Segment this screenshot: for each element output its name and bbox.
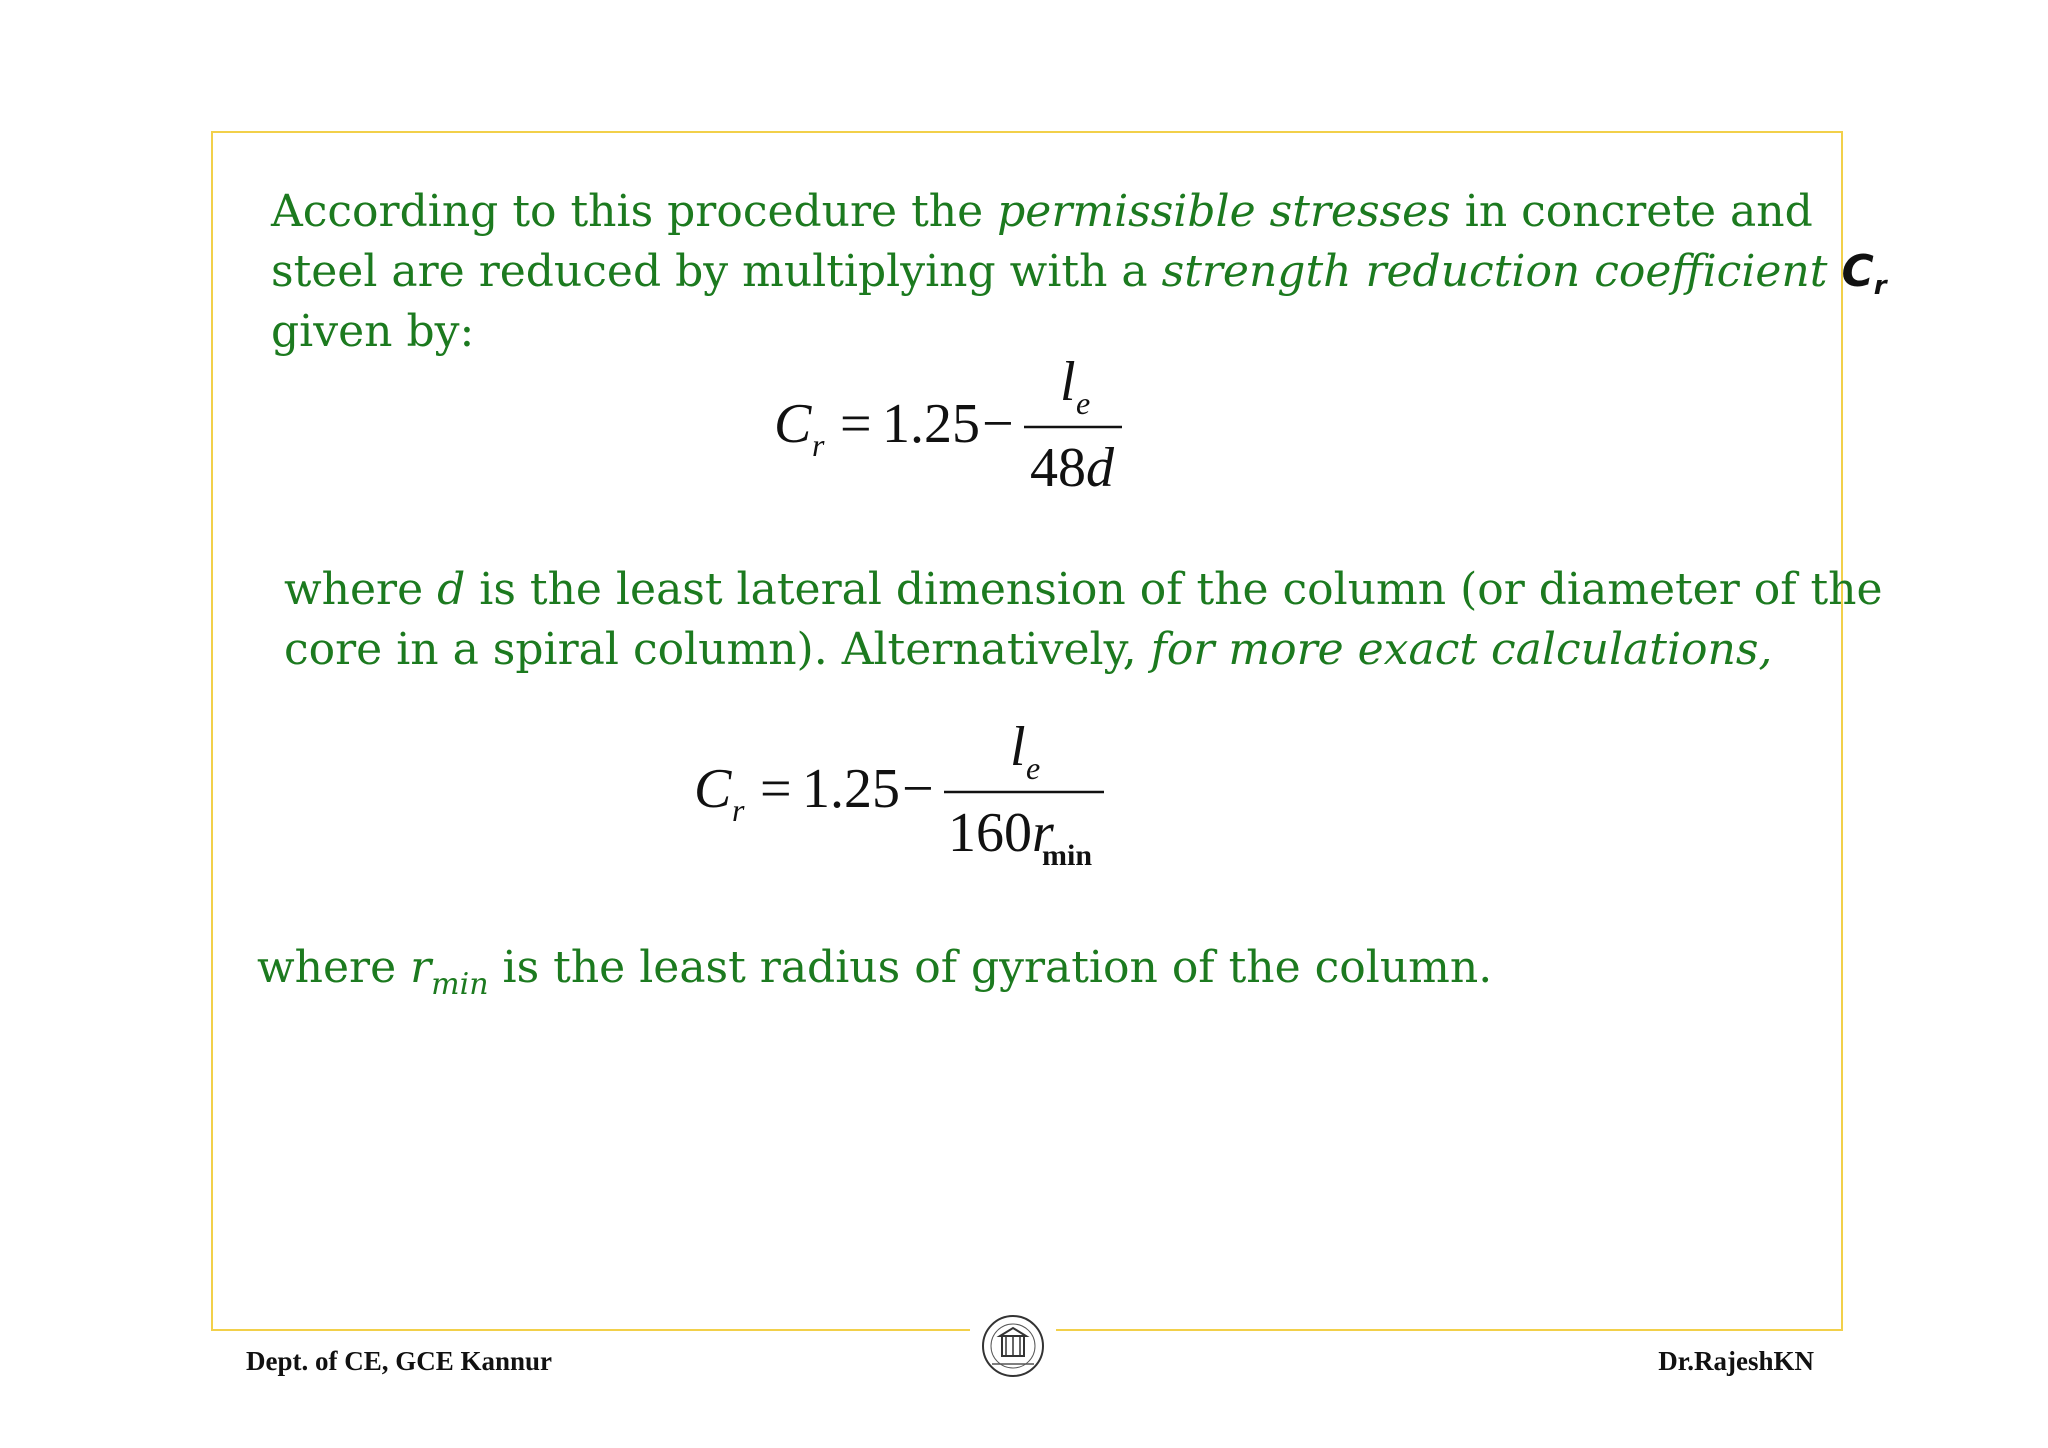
eq2-minus: − — [902, 758, 934, 820]
text-fragment: core in a spiral column). Alternatively, — [284, 624, 1151, 675]
eq1-minus: − — [982, 393, 1014, 455]
equation-1 — [760, 350, 1140, 500]
eq2-constant: 1.25 — [802, 758, 900, 820]
paragraph-3 — [257, 938, 1492, 1015]
eq2-num-symbol: l — [1010, 716, 1026, 778]
paragraph-1-line-1 — [271, 182, 1813, 242]
eq1-num-sub: e — [1076, 385, 1091, 421]
eq2-equals: = — [760, 758, 792, 820]
eq1-equals: = — [840, 393, 872, 455]
emphasis-strength-reduction-coefficient: strength reduction coefficient — [1161, 246, 1828, 297]
paragraph-2-line-1 — [284, 560, 1883, 620]
paragraph-2-line-2 — [284, 620, 1772, 680]
eq1-lhs-sub: r — [812, 427, 825, 463]
college-emblem-icon — [978, 1306, 1048, 1386]
eq2-num-sub: e — [1026, 750, 1041, 786]
paragraph-1-line-3 — [271, 302, 474, 362]
eq1-den-number: 48 — [1030, 437, 1086, 499]
text-fragment: According to this procedure the — [271, 186, 998, 237]
coefficient-symbol: $C_r$ — [1841, 246, 1887, 301]
eq2-den-number: 160 — [948, 802, 1032, 864]
text-fragment: given by: — [271, 306, 475, 357]
eq1-den-symbol: d — [1086, 437, 1114, 499]
footer-department: Dept. of CE, GCE Kannur — [246, 1346, 553, 1376]
footer-rule-left — [211, 1329, 970, 1331]
eq2-lhs-sub: r — [732, 792, 745, 828]
eq2-den-sub: min — [1042, 839, 1093, 872]
text-fragment: steel are reduced by multiplying with a — [271, 246, 1162, 297]
eq1-constant: 1.25 — [882, 393, 980, 455]
text-fragment: where — [257, 942, 411, 993]
eq2-den-symbol: r — [1032, 802, 1054, 864]
text-fragment: is the least lateral dimension of the column (or diameter of the — [465, 564, 1883, 615]
text-fragment: where — [284, 564, 438, 615]
eq1-num-symbol: l — [1060, 351, 1076, 413]
variable-r-subscript: min — [431, 967, 489, 1002]
emphasis-more-exact: for more exact calculations, — [1150, 624, 1773, 675]
footer-rule-right — [1056, 1329, 1843, 1331]
eq2-lhs-symbol: C — [694, 758, 732, 820]
text-fragment: is the least radius of gyration of the column. — [488, 942, 1493, 993]
text-fragment: in concrete and — [1450, 186, 1813, 237]
emphasis-permissible-stresses: permissible stresses — [997, 186, 1451, 237]
paragraph-1-line-2 — [271, 242, 1887, 316]
eq1-lhs-symbol: C — [774, 393, 812, 455]
equation-2 — [680, 715, 1120, 875]
variable-d: d — [437, 564, 466, 615]
footer-author: Dr.RajeshKN — [1658, 1346, 1814, 1376]
variable-r: r — [410, 942, 432, 993]
